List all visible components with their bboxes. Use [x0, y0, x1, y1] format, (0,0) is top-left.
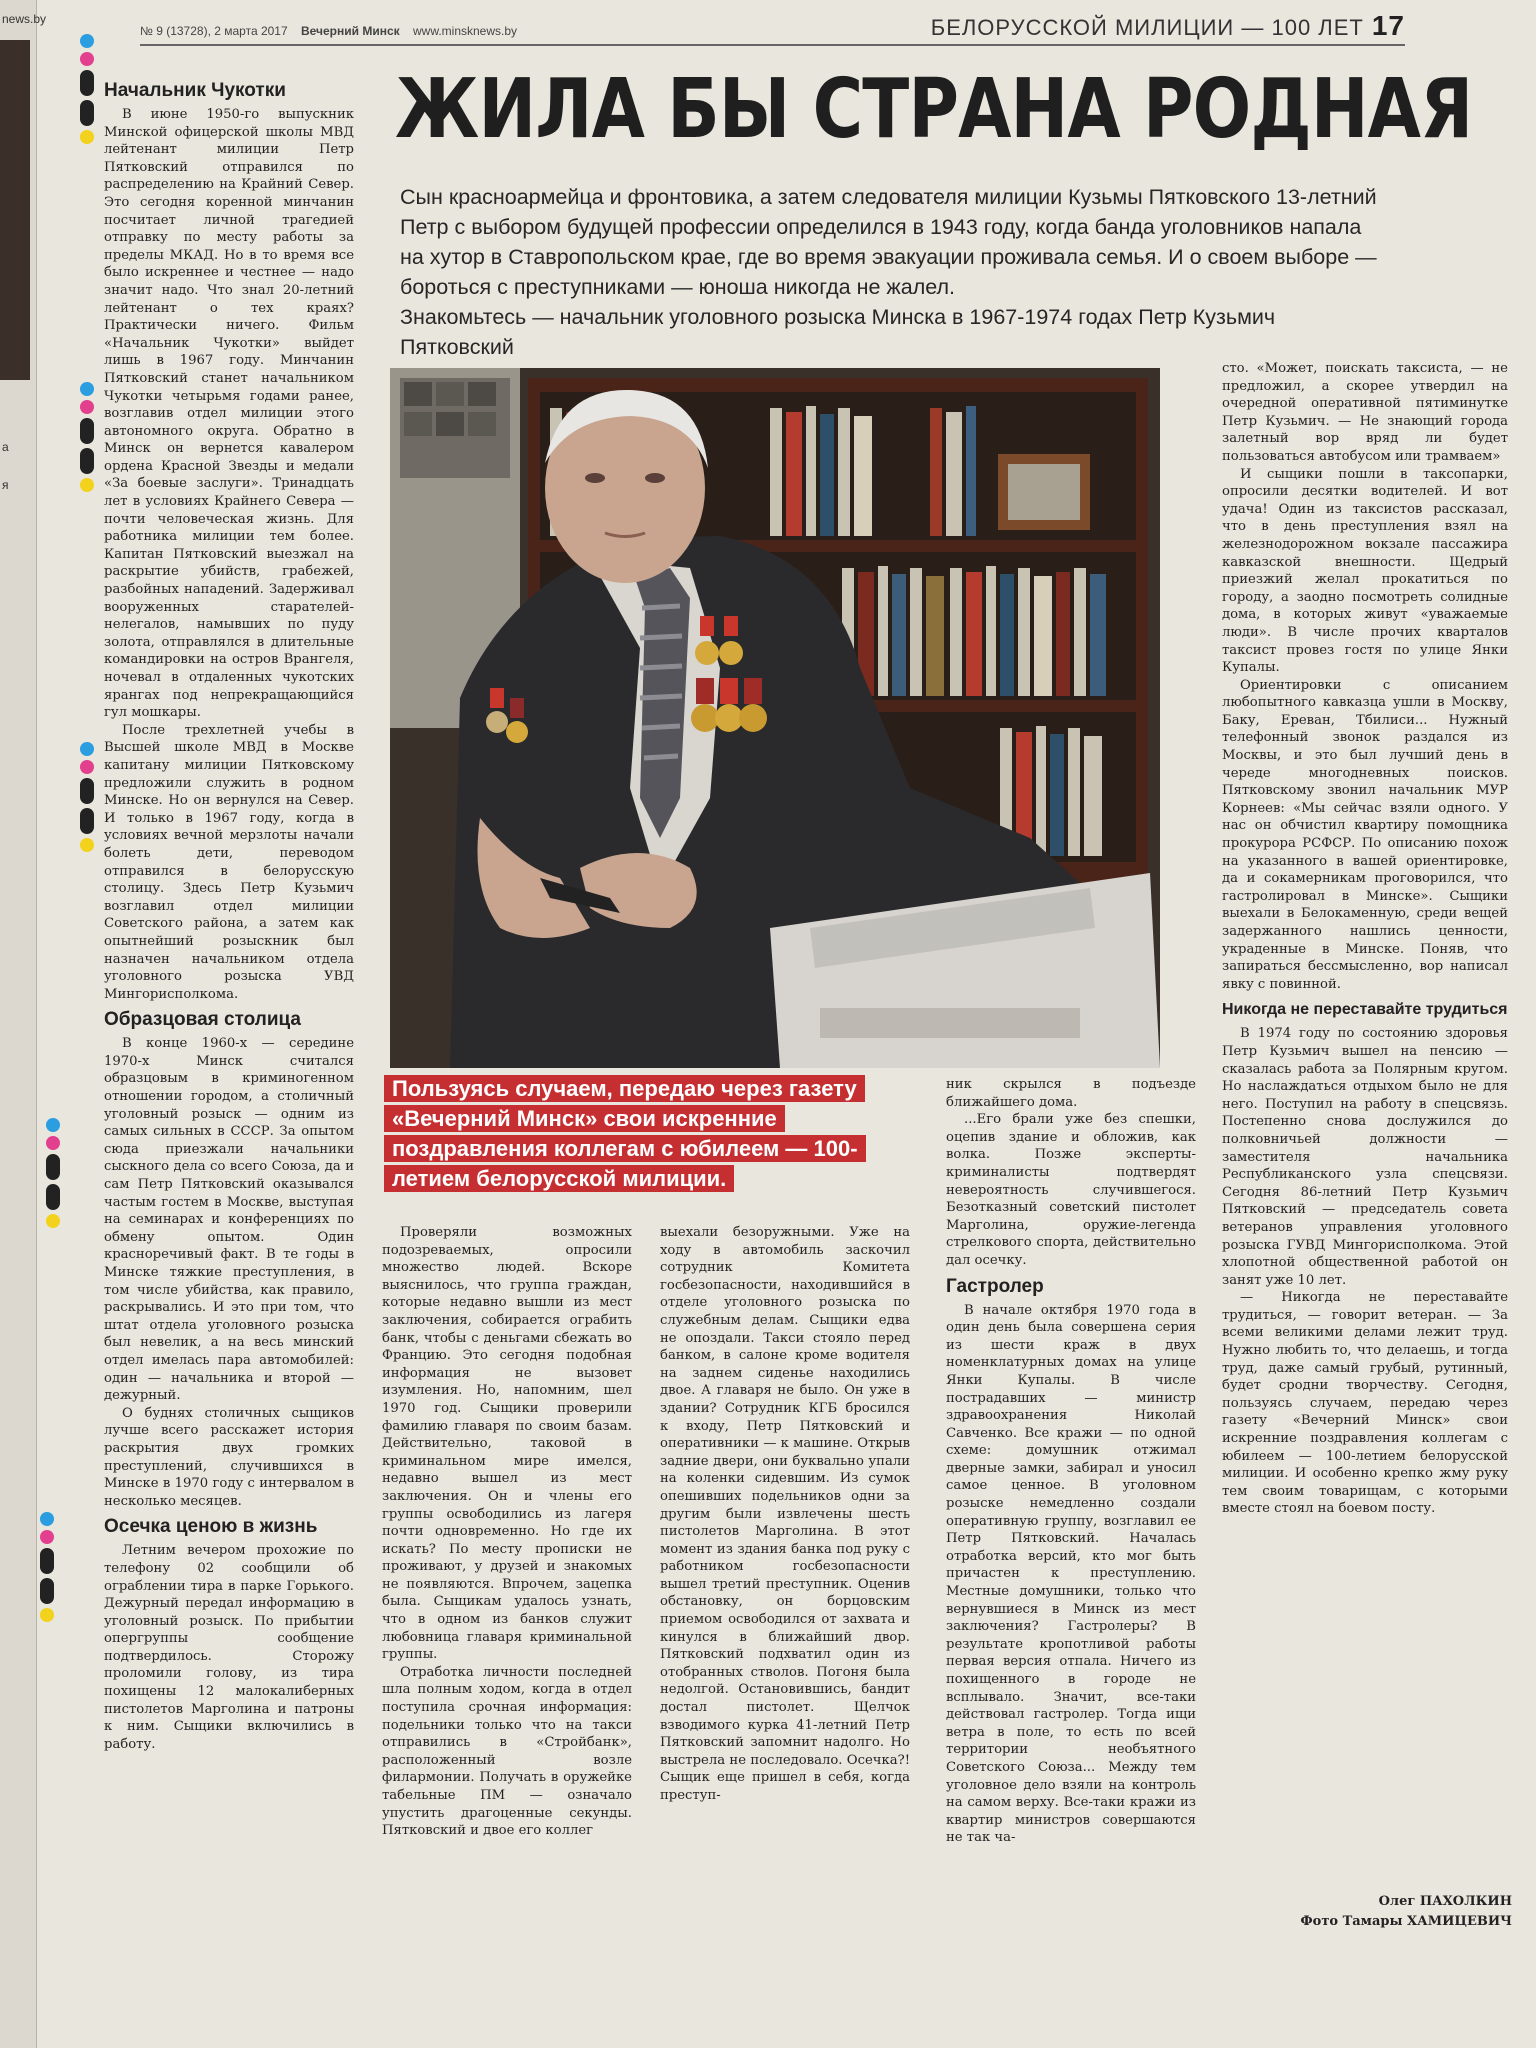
paragraph: ник скрылся в подъезде ближайшего дома.: [946, 1077, 1196, 1110]
author-byline: Олег ПАХОЛКИН: [1378, 1894, 1512, 1909]
paragraph: В начале октября 1970 года в один день была совершена серия из шести краж в двух номенклатурных домах на улице Янки Купалы. В числе пострадавших — министр здравоохранения Николай Савченко. Все кражи — по одной схеме: домушник отжимал дверные замки, забирал и уносил самое ценное. В уголовном розыске немедленно создали оперативную группу, возглавил ее Петр Пятковский. Началась отработка версий, кто мог быть причастен к преступлению. Местные домушники, только что вернувшиеся в Минск из мест заключения? Гастролеры? В результате кропотливой работы первая версия отпала. Ничего из похищенного в городе не всплывало. Значит, все-таки действовал гастролер. Тогда ищи ветра в поле, то есть по всей территории необъятного Советского Союза... Между тем уголовное дело взяли на контроль на самом верху. Все-таки кражи из квартир министров совершаются не так ча-: [946, 1302, 1196, 1846]
registration-mark-yellow: [40, 1608, 54, 1622]
registration-mark-cyan: [46, 1118, 60, 1132]
page-number: 17: [1371, 10, 1405, 41]
registration-mark-magenta: [80, 52, 94, 66]
lead-intro: Знакомьтесь — начальник уголовного розыска Минска в 1967-1974 годах Петр Кузьмич Пятковский: [400, 305, 1276, 359]
registration-mark-black: [80, 778, 94, 804]
article-column-3: [660, 1224, 910, 1805]
registration-mark-black: [80, 448, 94, 474]
registration-mark-magenta: [80, 400, 94, 414]
article-column-1: [104, 74, 354, 1753]
registration-mark-yellow: [46, 1214, 60, 1228]
registration-marks: [40, 1512, 54, 1626]
previous-page-fragment: я: [2, 478, 9, 492]
registration-mark-black: [46, 1184, 60, 1210]
paragraph: В июне 1950-го выпускник Минской офицерской школы МВД лейтенант милиции Петр Пятковский отправился по распределению на Крайний Север. Это сегодня коренной минчанин посчитает личной трагедией отправку по месту работы за пределы МКАД. Но в то время все было искреннее и честнее — надо значит надо. Что знал 20-летний лейтенант о тех краях? Практически ничего. Фильм «Начальник Чукотки» выйдет лишь в 1967 году. Минчанин Пятковский станет начальником Чукотки четырьмя годами ранее, возглавив отдел милиции этого автономного округа. Обратно в Минск он вернется кавалером ордена Красной Звезды и медали «За боевые заслуги». Тринадцать лет в условиях Крайнего Севера — почти человеческая жизнь. Для работника милиции тем более. Капитан Пятковский выезжал на раскрытие убийств, грабежей, разбойных нападений. Задерживал вооруженных старателей-нелегалов, намывших по пуду золота, отправлялся в длительные командировки на остров Врангеля, ночевал в отдаленных чукотских ярангах под непрекращающийся гул мошкары.: [104, 107, 354, 721]
photo-credit: Фото Тамары ХАМИЦЕВИЧ: [1300, 1914, 1512, 1929]
article-title: ЖИЛА БЫ СТРАНА РОДНАЯ: [395, 62, 1473, 157]
registration-mark-black: [46, 1154, 60, 1180]
quote-text: Пользуясь случаем, передаю через газету «Вечерний Минск» свои искренние поздравления коллегам с юбилеем — 100-летием белорусской милиции.: [384, 1075, 866, 1192]
paragraph: Отработка личности последней шла полным ходом, когда в отдел поступила срочная информация: подельники только что на такси отправились в «Стройбанк», расположенный возле филармонии. Получать в оружейке табельные ПМ — означало упустить драгоценные секунды. Пятковский и двое его коллег: [382, 1664, 632, 1839]
registration-mark-yellow: [80, 130, 94, 144]
previous-page-photo: [0, 40, 30, 380]
paragraph: — Никогда не переставайте трудиться, — говорит ветеран. — За всеми великими делами лежит труд. Нужно любить то, что делаешь, и тогда труд, даже самый грубый, рутинный, будет сродни творчеству. Сегодня, пользуясь случаем, передаю через газету «Вечерний Минск» свои искренние поздравления коллегам с юбилеем — 100-летием белорусской милиции. И особенно крепко жму руку тем своим товарищам, с которыми вместе стоял на боевом посту.: [1222, 1290, 1508, 1517]
registration-mark-black: [40, 1578, 54, 1604]
section-name: БЕЛОРУССКОЙ МИЛИЦИИ — 100 ЛЕТ: [930, 15, 1364, 40]
article-column-4: [946, 1076, 1196, 1847]
paragraph: ...Его брали уже без спешки, оцепив здание и обложив, как волка. Позже эксперты-криминалисты подтвердят невероятность случившегося. Безотказный советский пистолет Марголина, оружие-легенда стрелкового спорта, действительно дал осечку.: [946, 1112, 1196, 1268]
registration-marks: [80, 742, 94, 856]
registration-marks: [80, 382, 94, 496]
registration-mark-cyan: [80, 34, 94, 48]
paragraph: Летним вечером прохожие по телефону 02 сообщили об ограблении тира в парке Горького. Дежурный передал информацию в уголовный розыск. По прибытии опергруппы сообщение подтвердилось. Сторожу проломили голову, из тира похищены 12 малокалиберных пистолетов Марголина и патроны к ним. Сыщики включились в работу.: [104, 1543, 354, 1752]
registration-mark-black: [80, 418, 94, 444]
quote-callout: [384, 1074, 904, 1194]
registration-marks: [80, 34, 94, 148]
portrait-photo: [390, 368, 1160, 1068]
portrait-photo-illustration: [390, 368, 1160, 1068]
paragraph: В 1974 году по состоянию здоровья Петр Кузьмич вышел на пенсию — сказалась работа за Полярным кругом. Но наслаждаться отдыхом было не для него. Поступил на работу в спецсвязь. Постепенно снова дослужился до полковничьей должности — заместителя начальника Республиканского узла спецсвязи. Сегодня 86-летний Петр Кузьмич Пятковский — председатель совета ветеранов управления уголовного розыска ГУВД Мингорисполкома. Этой хлопотной общественной работой он занят уже 10 лет.: [1222, 1026, 1508, 1288]
paper-name: Вечерний Минск: [301, 24, 400, 38]
registration-marks: [46, 1118, 60, 1232]
article-column-2: [382, 1224, 632, 1840]
subheading: Осечка ценою в жизнь: [104, 1516, 318, 1538]
paragraph: выехали безоружными. Уже на ходу в автомобиль заскочил сотрудник Комитета госбезопасности, находившийся в отделе уголовного розыска по служебным делам. Сыщики едва не опоздали. Такси стояло перед банком, в салоне кроме водителя на заднем сиденье находились двое. А главаря не было. Он уже в здании? Сотрудник КГБ бросился к входу, Петр Пятковский и оперативники — к машине. Открыв задние двери, они буквально упали на коленки сидевшим. Из сумок опешивших подельников одни за другим были извлечены шесть пистолетов Марголина. В этот момент из здания банка под руку с работником госбезопасности вышел третий преступник. Оценив обстановку, он борцовским приемом освободился от захвата и кинулся в ближайший двор. Пятковский подхватил один из отобранных стволов. Погоня была недолгой. Остановившись, бандит достал пистолет. Щелчок взводимого курка 41-летний Петр Пятковский запомнит надолго. Но выстрела не последовало. Осечка?! Сыщик еще пришел в себя, когда преступ-: [660, 1225, 910, 1803]
registration-mark-black: [80, 70, 94, 96]
previous-page-edge: [0, 0, 47, 2048]
registration-mark-yellow: [80, 838, 94, 852]
paragraph: Ориентировки с описанием любопытного кавказца ушли в Москву, Баку, Ереван, Тбилиси... Нужный телефонный звонок раздался из Москвы, и это был лучший день в череде многодневных поисков. Пятковскому звонил начальник МУР Корнеев: «Мы сейчас взяли одного. У нас он обчистил квартиру помощника прокурора РСФСР. По описанию похож на указанного в вашей ориентировке, да и сокамерникам проговорился, что гастролировал в Минске». Сыщики выехали в Белокаменную, среди вещей задержанного нашлись ценности, украденные в Минске. Поняв, что запираться бессмысленно, вор написал явку с повинной.: [1222, 677, 1508, 992]
paragraph: И сыщики пошли в таксопарки, опросили десятки водителей. И вот удача! Один из таксистов рассказал, что в день преступления взял на железнодорожном вокзале пассажира кавказской внешности. Щедрый приезжий желал прокатиться по городу, а заодно посмотреть солидные дома, в которых живут «уважаемые люди». В числе прочих кварталов таксист провез гостя по улице Янки Купалы.: [1222, 466, 1508, 676]
article-column-5: [1222, 360, 1508, 1518]
registration-mark-magenta: [46, 1136, 60, 1150]
section-title: [931, 10, 1405, 42]
paragraph: сто. «Может, поискать таксиста, — не предложил, а скорее утвердил на очередной оперативной пятиминутке Петр Кузьмич. — Не знающий города залетный вор вряд ли будет пользоваться автобусом или трамваем»: [1222, 361, 1508, 464]
registration-mark-black: [80, 100, 94, 126]
subheading: Никогда не переставайте трудиться: [1222, 1001, 1508, 1019]
issue-number: № 9 (13728), 2 марта 2017: [140, 24, 288, 38]
registration-mark-magenta: [40, 1530, 54, 1544]
previous-page-url: news.by: [2, 12, 47, 26]
page-header: [140, 10, 1405, 46]
subheading: Начальник Чукотки: [104, 80, 286, 101]
subheading: Гастролер: [946, 1275, 1044, 1297]
registration-mark-black: [40, 1548, 54, 1574]
registration-mark-cyan: [80, 382, 94, 396]
registration-mark-cyan: [40, 1512, 54, 1526]
previous-page-fragment: а: [2, 440, 9, 454]
issue-info: [140, 24, 527, 38]
registration-mark-cyan: [80, 742, 94, 756]
paragraph: О буднях столичных сыщиков лучше всего расскажет история раскрытия двух громких преступлений, случившихся в Минске в 1970 году с интервалом в несколько месяцев.: [104, 1405, 354, 1509]
registration-mark-black: [80, 808, 94, 834]
subheading: Образцовая столица: [104, 1009, 301, 1031]
paragraph: Проверяли возможных подозреваемых, опросили множество людей. Вскоре выяснилось, что группа граждан, которые недавно вышли из мест заключения, собирается ограбить банк, чтобы с деньгами сбежать во Францию. Это сегодня подобная информация не вызовет изумления. Но, напомним, шел 1970 год. Сыщики проверили фамилию главаря по своим базам. Действительно, таковой в криминальном мире имелся, недавно вышел из мест заключения. Он и члены его группы освободились из лагеря почти одновременно. Но где их искать? По месту прописки не проживают, у друзей и знакомых не появляются. Впрочем, зацепка была. Сыщикам удалось узнать, что в одном из банков служит любовница главаря криминальной группы.: [382, 1225, 632, 1663]
paragraph: После трехлетней учебы в Высшей школе МВД в Москве капитану милиции Пятковскому предложили служить в родном Минске. Но он вернулся на Север. И только в 1967 году, когда в условиях вечной мерзлоты начали болеть дети, переводом отправился в белорусскую столицу. Здесь Петр Кузьмич возглавил отдел милиции Советского района, а затем как опытнейший розыскник был назначен начальником отдела уголовного розыска УВД Мингорисполкома.: [104, 722, 354, 1002]
site-url: www.minsknews.by: [413, 24, 518, 38]
registration-mark-yellow: [80, 478, 94, 492]
lead-paragraph: Сын красноармейца и фронтовика, а затем следователя милиции Кузьмы Пятковского 13-летний Петр с выбором будущей профессии определился в 1943 году, когда банда уголовников напала на хутор в Ставропольском крае, где во время эвакуации проживала семья. И о своем выборе — бороться с преступниками — юноша никогда не жалел.: [400, 185, 1377, 299]
article-lead: [400, 182, 1390, 362]
registration-mark-magenta: [80, 760, 94, 774]
paragraph: В конце 1960-х — середине 1970-х Минск считался образцовым в криминогенном отношении городом, а столичный уголовный розыск — одним из самых сильных в СССР. За опытом сюда приезжали начальники сыскного дела со всего Союза, да и сам Петр Пятковский оказывался частым гостем в Москве, выступая на семинарах и конференциях по обмену опытом. Один красноречивый факт. В те годы в Минске тяжкие преступления, в том числе убийства, как правило, раскрывались. И это при том, что штат отдела уголовного розыска был невелик, а на весь минский отдел имелась пара автомобилей: один — начальника и второй — дежурный.: [104, 1036, 354, 1404]
